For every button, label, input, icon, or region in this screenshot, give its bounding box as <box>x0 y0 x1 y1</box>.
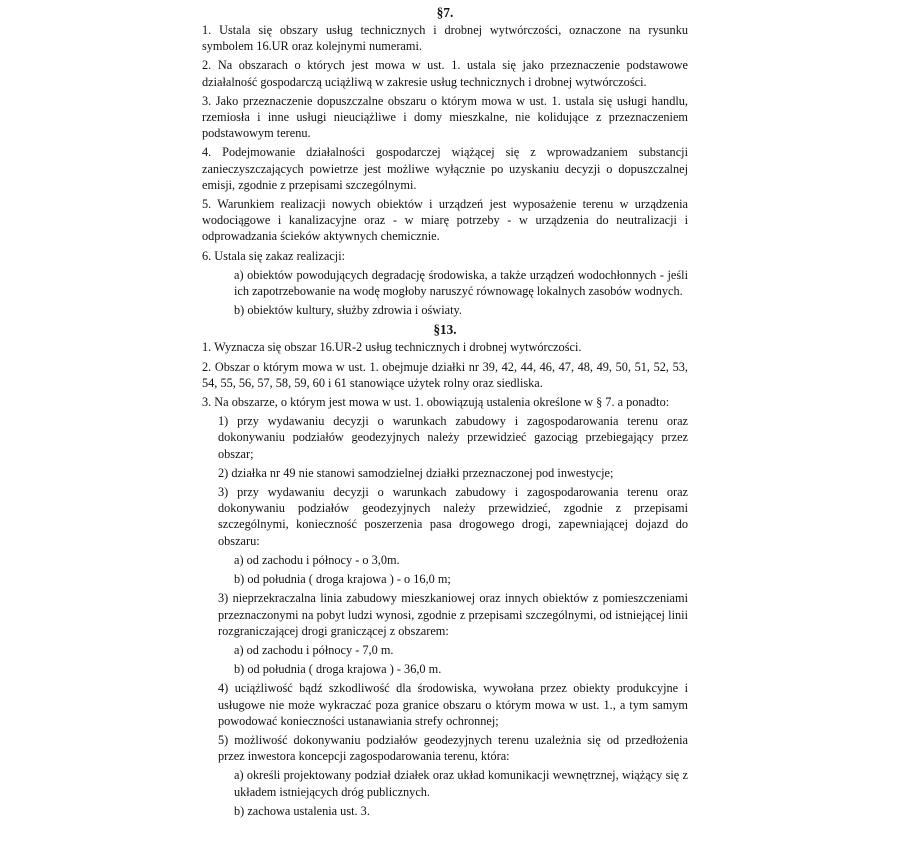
section-13-paragraph-2: 2. Obszar o którym mowa w ust. 1. obejmuje działki nr 39, 42, 44, 46, 47, 48, 49, 50, 51, 52, 53, 54, 55, 56, 57, 58, 59, 60 i 61 stanowiące użytek rolny oraz siedliska. <box>202 359 688 390</box>
section-13-item-3a: a) od zachodu i północy - o 3,0m. <box>234 552 400 567</box>
section-13-heading: §13. <box>433 322 457 338</box>
section-7-paragraph-2: 2. Na obszarach o których jest mowa w ust. 1. ustala się jako przeznaczenie podstawowe działalność gospodarczą uciążliwą w zakresie usług technicznych i drobnej wytwórczości. <box>202 58 688 89</box>
section-13-item-6: 5) możliwość dokonywaniu podziałów geodezyjnych terenu uzależnia się od przedłożenia przez inwestora koncepcji zagospodarowania terenu, która: <box>218 732 688 764</box>
section-13-item-4: 3) nieprzekraczalna linia zabudowy mieszkaniowej oraz innych obiektów z pomieszczeniami przeznaczonymi na pobyt ludzi wynosi, zgodnie z przepisami szczególnymi, od istniejącej linii rozgraniczającej drogi graniczącej z obszarem: <box>218 591 688 638</box>
section-13-item-6b: b) zachowa ustalenia ust. 3. <box>234 803 370 818</box>
section-13-item-4a: a) od zachodu i północy - 7,0 m. <box>234 642 394 657</box>
section-13-item-2: 2) działka nr 49 nie stanowi samodzielnej działki przeznaczonej pod inwestycje; <box>218 465 614 480</box>
section-13-item-4b: b) od południa ( droga krajowa ) - 36,0 m. <box>234 662 442 677</box>
section-7-paragraph-6b: b) obiektów kultury, służby zdrowia i oświaty. <box>234 303 462 318</box>
section-13-item-3: 3) przy wydawaniu decyzji o warunkach zabudowy i zagospodarowania terenu oraz dokonywaniu podziałów geodezyjnych należy przewidzieć, zgodnie z przepisami szczególnymi, konieczność poszerzenia pasa drogowego drogi, zapewniającej dojazd do obszaru: <box>218 485 688 548</box>
section-13-paragraph-3: 3. Na obszarze, o którym jest mowa w ust. 1. obowiązują ustalenia określone w § 7. a ponadto: <box>202 395 670 410</box>
section-7-paragraph-4: 4. Podejmowanie działalności gospodarczej wiążącej się z wprowadzaniem substancji zanieczyszczających powietrze jest możliwe wyłącznie po uzyskaniu decyzji o dopuszczalnej emisji, zgodnie z przepisami szczególnymi. <box>202 145 688 192</box>
section-7-paragraph-3: 3. Jako przeznaczenie dopuszczalne obszaru o którym mowa w ust. 1. ustala się usługi handlu, rzemiosła i inne usługi nieuciążliwe i domy mieszkalne, nie kolidujące z przeznaczeniem podstawowym terenu. <box>202 93 688 141</box>
document-page <box>202 4 688 822</box>
section-13-item-1: 1) przy wydawaniu decyzji o warunkach zabudowy i zagospodarowania terenu oraz dokonywaniu podziałów geodezyjnych należy przewidzieć gazociąg przebiegający przez obszar; <box>218 414 688 461</box>
section-13-item-5: 4) uciążliwość bądź szkodliwość dla środowiska, wywołana przez obiekty produkcyjne i usługowe nie może wykraczać poza granice obszaru o którym mowa w ust. 1., a tym samym powodować konieczności ustanawiania strefy ochronnej; <box>218 681 688 728</box>
section-7-paragraph-6a: a) obiektów powodujących degradację środowiska, a także urządzeń wodochłonnych - jeśli ich zapotrzebowanie na wodę mogłoby naruszyć równowagę lokalnych zasobów wodnych. <box>234 267 688 299</box>
section-13-item-3b: b) od południa ( droga krajowa ) - o 16,0 m; <box>234 572 451 587</box>
section-13-item-6a: a) określi projektowany podział działek oraz układ komunikacji wewnętrznej, wiążący się z układem istniejących dróg publicznych. <box>234 768 688 799</box>
section-7-paragraph-6: 6. Ustala się zakaz realizacji: <box>202 248 346 263</box>
section-7-heading: §7. <box>436 5 454 20</box>
section-13-paragraph-1: 1. Wyznacza się obszar 16.UR-2 usług technicznych i drobnej wytwórczości. <box>202 340 582 355</box>
section-7-paragraph-1: 1. Ustala się obszary usług technicznych i drobnej wytwórczości, oznaczone na rysunku symbolem 16.UR oraz kolejnymi numerami. <box>202 23 688 54</box>
section-7-paragraph-5: 5. Warunkiem realizacji nowych obiektów i urządzeń jest wyposażenie terenu w urządzenia wodociągowe i kanalizacyjne oraz - w miarę potrzeby - w urządzenia do neutralizacji i odprowadzania ścieków aktywnych chemicznie. <box>202 197 688 244</box>
